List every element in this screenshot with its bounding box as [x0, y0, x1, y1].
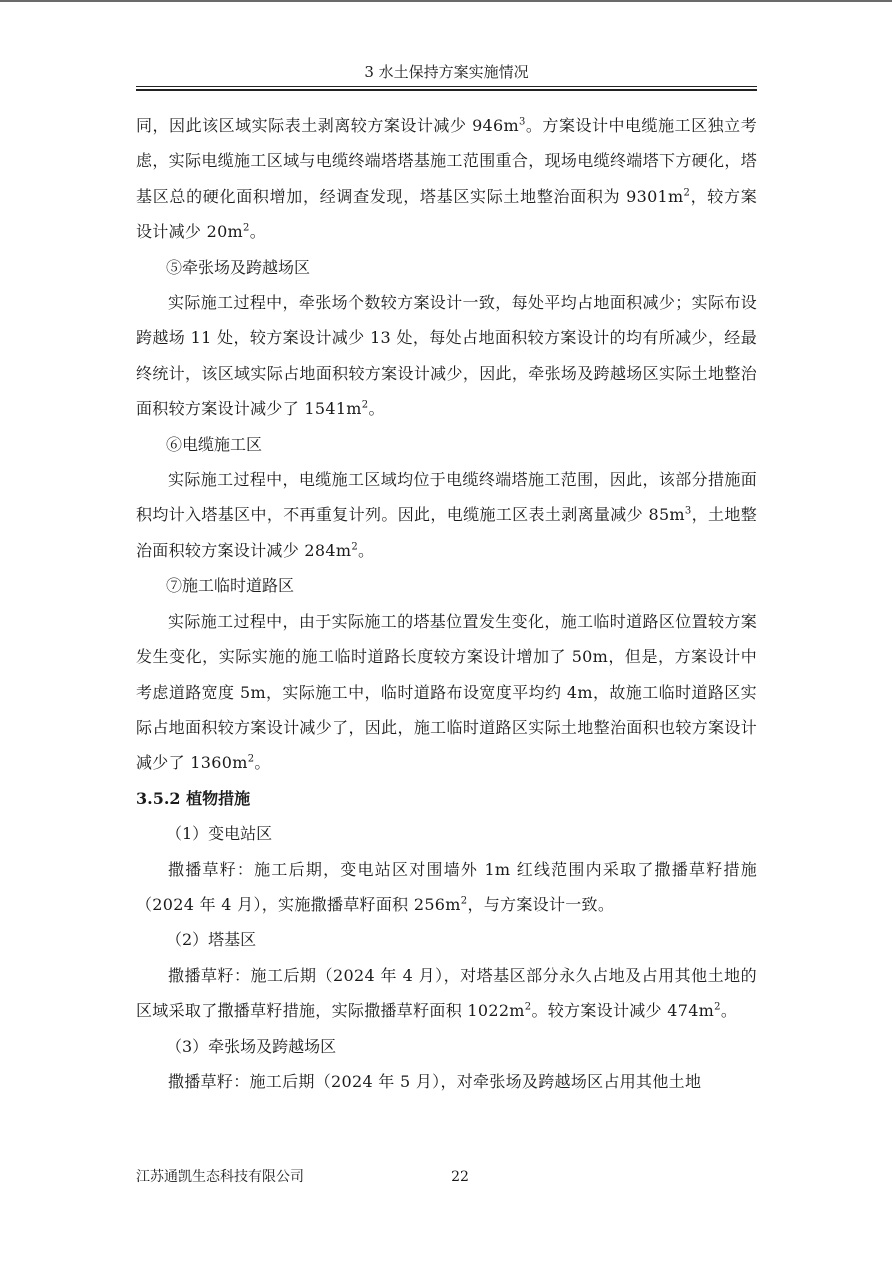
- footer-company: 江苏通凯生态科技有限公司: [136, 1169, 304, 1185]
- paragraph-3: 实际施工过程中，电缆施工区域均位于电缆终端塔施工范围，因此，该部分措施面积均计入塔基区中，不再重复计列。因此，电缆施工区表土剥离量减少 $85m^3$，土地整治面积较方案设计减少 $284m^2$。: [136, 470, 758, 560]
- paragraph-7: 撒播草籽：施工后期（2024 年 5 月），对牵张场及跨越场区占用其他土地: [168, 1071, 702, 1091]
- subheading-tension-field: （3）牵张场及跨越场区: [166, 1036, 337, 1056]
- paragraph-5: 撒播草籽：施工后期，变电站区对围墙外 1m 红线范围内采取了撒播草籽措施（2024 年 4 月），实施撒播草籽面积 $256m^2$，与方案设计一致。: [136, 859, 757, 914]
- paragraph-1: 同，因此该区域实际表土剥离较方案设计减少 $946m^3$。方案设计中电缆施工区独立考虑，实际电缆施工区域与电缆终端塔塔基施工范围重合，现场电缆终端塔下方硬化，塔基区总的硬化面积增加，经调查发现，塔基区实际土地整治面积为 $9301m^2$，较方案设计减少 $20m^2$。: [136, 116, 757, 242]
- section-heading: 3.5.2 植物措施: [136, 788, 251, 808]
- page-number: 22: [451, 1169, 469, 1185]
- page-top-edge: [0, 0, 892, 2]
- subheading-6: ⑥电缆施工区: [166, 434, 263, 454]
- paragraph-2: 实际施工过程中，牵张场个数较方案设计一致，每处平均占地面积减少；实际布设跨越场 11 处，较方案设计减少 13 处，每处占地面积较方案设计的均有所减少，经最终统计，该区域实际占地面积较方案设计减少，因此，牵张场及跨越场区实际土地整治面积较方案设计减少了 $1541m^2$。: [136, 293, 757, 419]
- subheading-7: ⑦施工临时道路区: [166, 576, 295, 596]
- subheading-tower-base: （2）塔基区: [166, 930, 257, 950]
- page-content: [136, 108, 757, 1099]
- header-rule-thin: [136, 86, 757, 87]
- page-header: 3 水土保持方案实施情况: [364, 63, 529, 81]
- paragraph-6: 撒播草籽：施工后期（2024 年 4 月），对塔基区部分永久占地及占用其他土地的区域采取了撒播草籽措施，实际撒播草籽面积 $1022m^2$。较方案设计减少 $474m^2$。: [136, 965, 757, 1021]
- subheading-5: ⑤牵张场及跨越场区: [166, 257, 311, 277]
- paragraph-4: 实际施工过程中，由于实际施工的塔基位置发生变化，施工临时道路区位置较方案发生变化，实际实施的施工临时道路长度较方案设计增加了 50m，但是，方案设计中考虑道路宽度 5m，实际施工中，临时道路布设宽度平均约 4m，故施工临时道路区实际占地面积较方案设计减少了，因此，施工临时道路区实际土地整治面积也较方案设计减少了 $1360m^2$。: [136, 611, 757, 773]
- subheading-substation: （1）变电站区: [166, 824, 273, 844]
- header-rule-thick: [136, 89, 757, 91]
